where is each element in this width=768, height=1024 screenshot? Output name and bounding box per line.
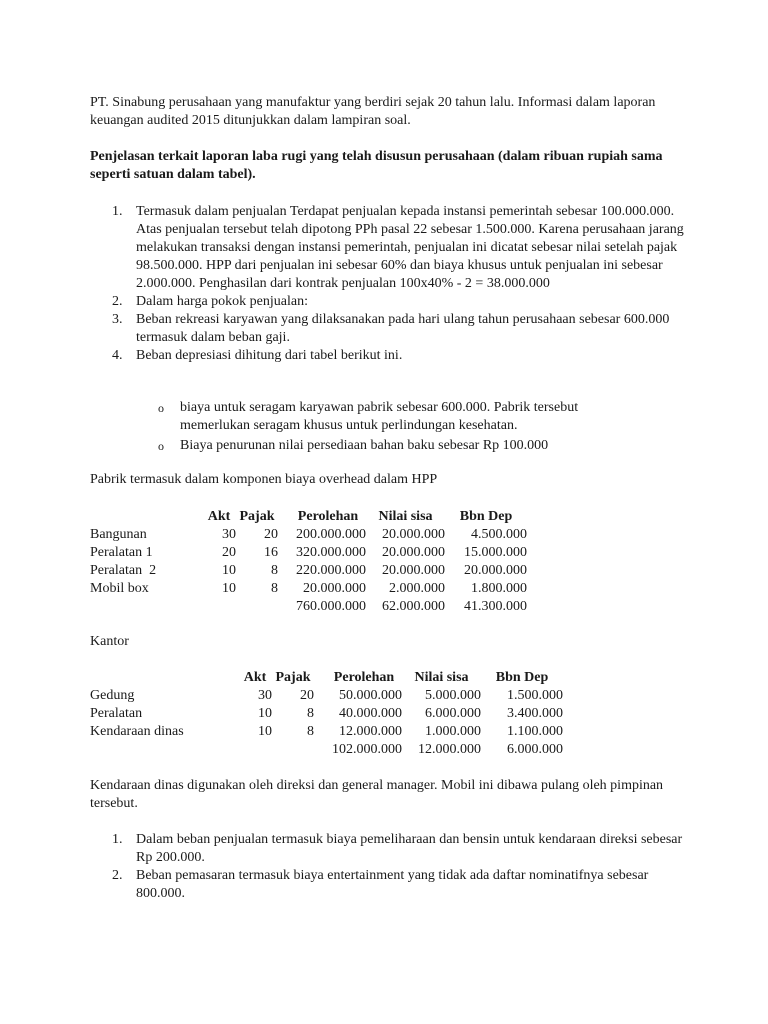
table-row: Kendaraan dinas 10 8 12.000.000 1.000.000 1.100.000 [90,724,563,739]
list-item: 4. Beban depresiasi dihitung dari tabel berikut ini. [112,348,403,363]
table-row: Mobil box 10 8 20.000.000 2.000.000 1.800.000 [90,581,527,596]
table-row: Bangunan 30 20 200.000.000 20.000.000 4.500.000 [90,527,527,542]
table-row: Peralatan 1 20 16 320.000.000 20.000.000 15.000.000 [90,545,527,560]
section-heading: Penjelasan terkait laporan laba rugi yang telah disusun perusahaan (dalam ribuan rupiah sama seperti satuan dalam tabel). [90,149,663,182]
table-row: Peralatan 10 8 40.000.000 6.000.000 3.400.000 [90,706,563,721]
list-item: 2. Beban pemasaran termasuk biaya entertainment yang tidak ada daftar nominatifnya sebesar 800.000. [112,868,649,901]
list-item: o biaya untuk seragam karyawan pabrik sebesar 600.000. Pabrik tersebut memerlukan seragam khusus untuk perlindungan kesehatan. [158,400,579,433]
intro-paragraph: PT. Sinabung perusahaan yang manufaktur yang berdiri sejak 20 tahun lalu. Informasi dalam laporan keuangan audited 2015 ditunjukkan dalam lampiran soal. [90,95,656,128]
table-row: Peralatan 2 10 8 220.000.000 20.000.000 20.000.000 [90,563,527,578]
list-item: o Biaya penurunan nilai persediaan bahan baku sebesar Rp 100.000 [158,438,549,453]
kantor-label: Kantor [90,634,129,649]
explanation-list [90,203,690,365]
expense-list [90,831,690,903]
table-header-row: Akt Pajak Perolehan Nilai sisa Bbn Dep [207,509,513,524]
sub-bullet-list [90,399,640,457]
list-item: 1. Termasuk dalam penjualan Terdapat penjualan kepada instansi pemerintah sebesar 100.000.000. Atas penjualan tersebut telah dipotong PPh pasal 22 sebesar 1.500.000. Karena perusahaan jarang melakukan transaksi dengan instansi pemerintah, penjualan ini dicatat sebesar nilai setelah pajak 98.500.000. HPP dari penjualan ini sebesar 60% dan biaya khusus untuk penjualan ini sebesar 2.000.000. Penghasilan dari kontrak penjualan 100x40% - 2 = 38.000.000 [112,204,684,291]
pabrik-depreciation-table [90,508,527,616]
kantor-depreciation-table [90,669,563,759]
kendaraan-note: Kendaraan dinas digunakan oleh direksi dan general manager. Mobil ini dibawa pulang oleh pimpinan tersebut. [90,778,664,811]
table-row: Gedung 30 20 50.000.000 5.000.000 1.500.000 [90,688,563,703]
pabrik-note: Pabrik termasuk dalam komponen biaya overhead dalam HPP [90,472,438,487]
list-item: 2. Dalam harga pokok penjualan: [112,294,308,309]
table-total-row: 102.000.000 12.000.000 6.000.000 [332,742,563,757]
list-item: 1. Dalam beban penjualan termasuk biaya pemeliharaan dan bensin untuk kendaraan direksi sebesar Rp 200.000. [112,832,683,865]
table-header-row: Akt Pajak Perolehan Nilai sisa Bbn Dep [243,670,549,685]
list-item: 3. Beban rekreasi karyawan yang dilaksanakan pada hari ulang tahun perusahaan sebesar 600.000 termasuk dalam beban gaji. [112,312,670,345]
table-total-row: 760.000.000 62.000.000 41.300.000 [296,599,527,614]
